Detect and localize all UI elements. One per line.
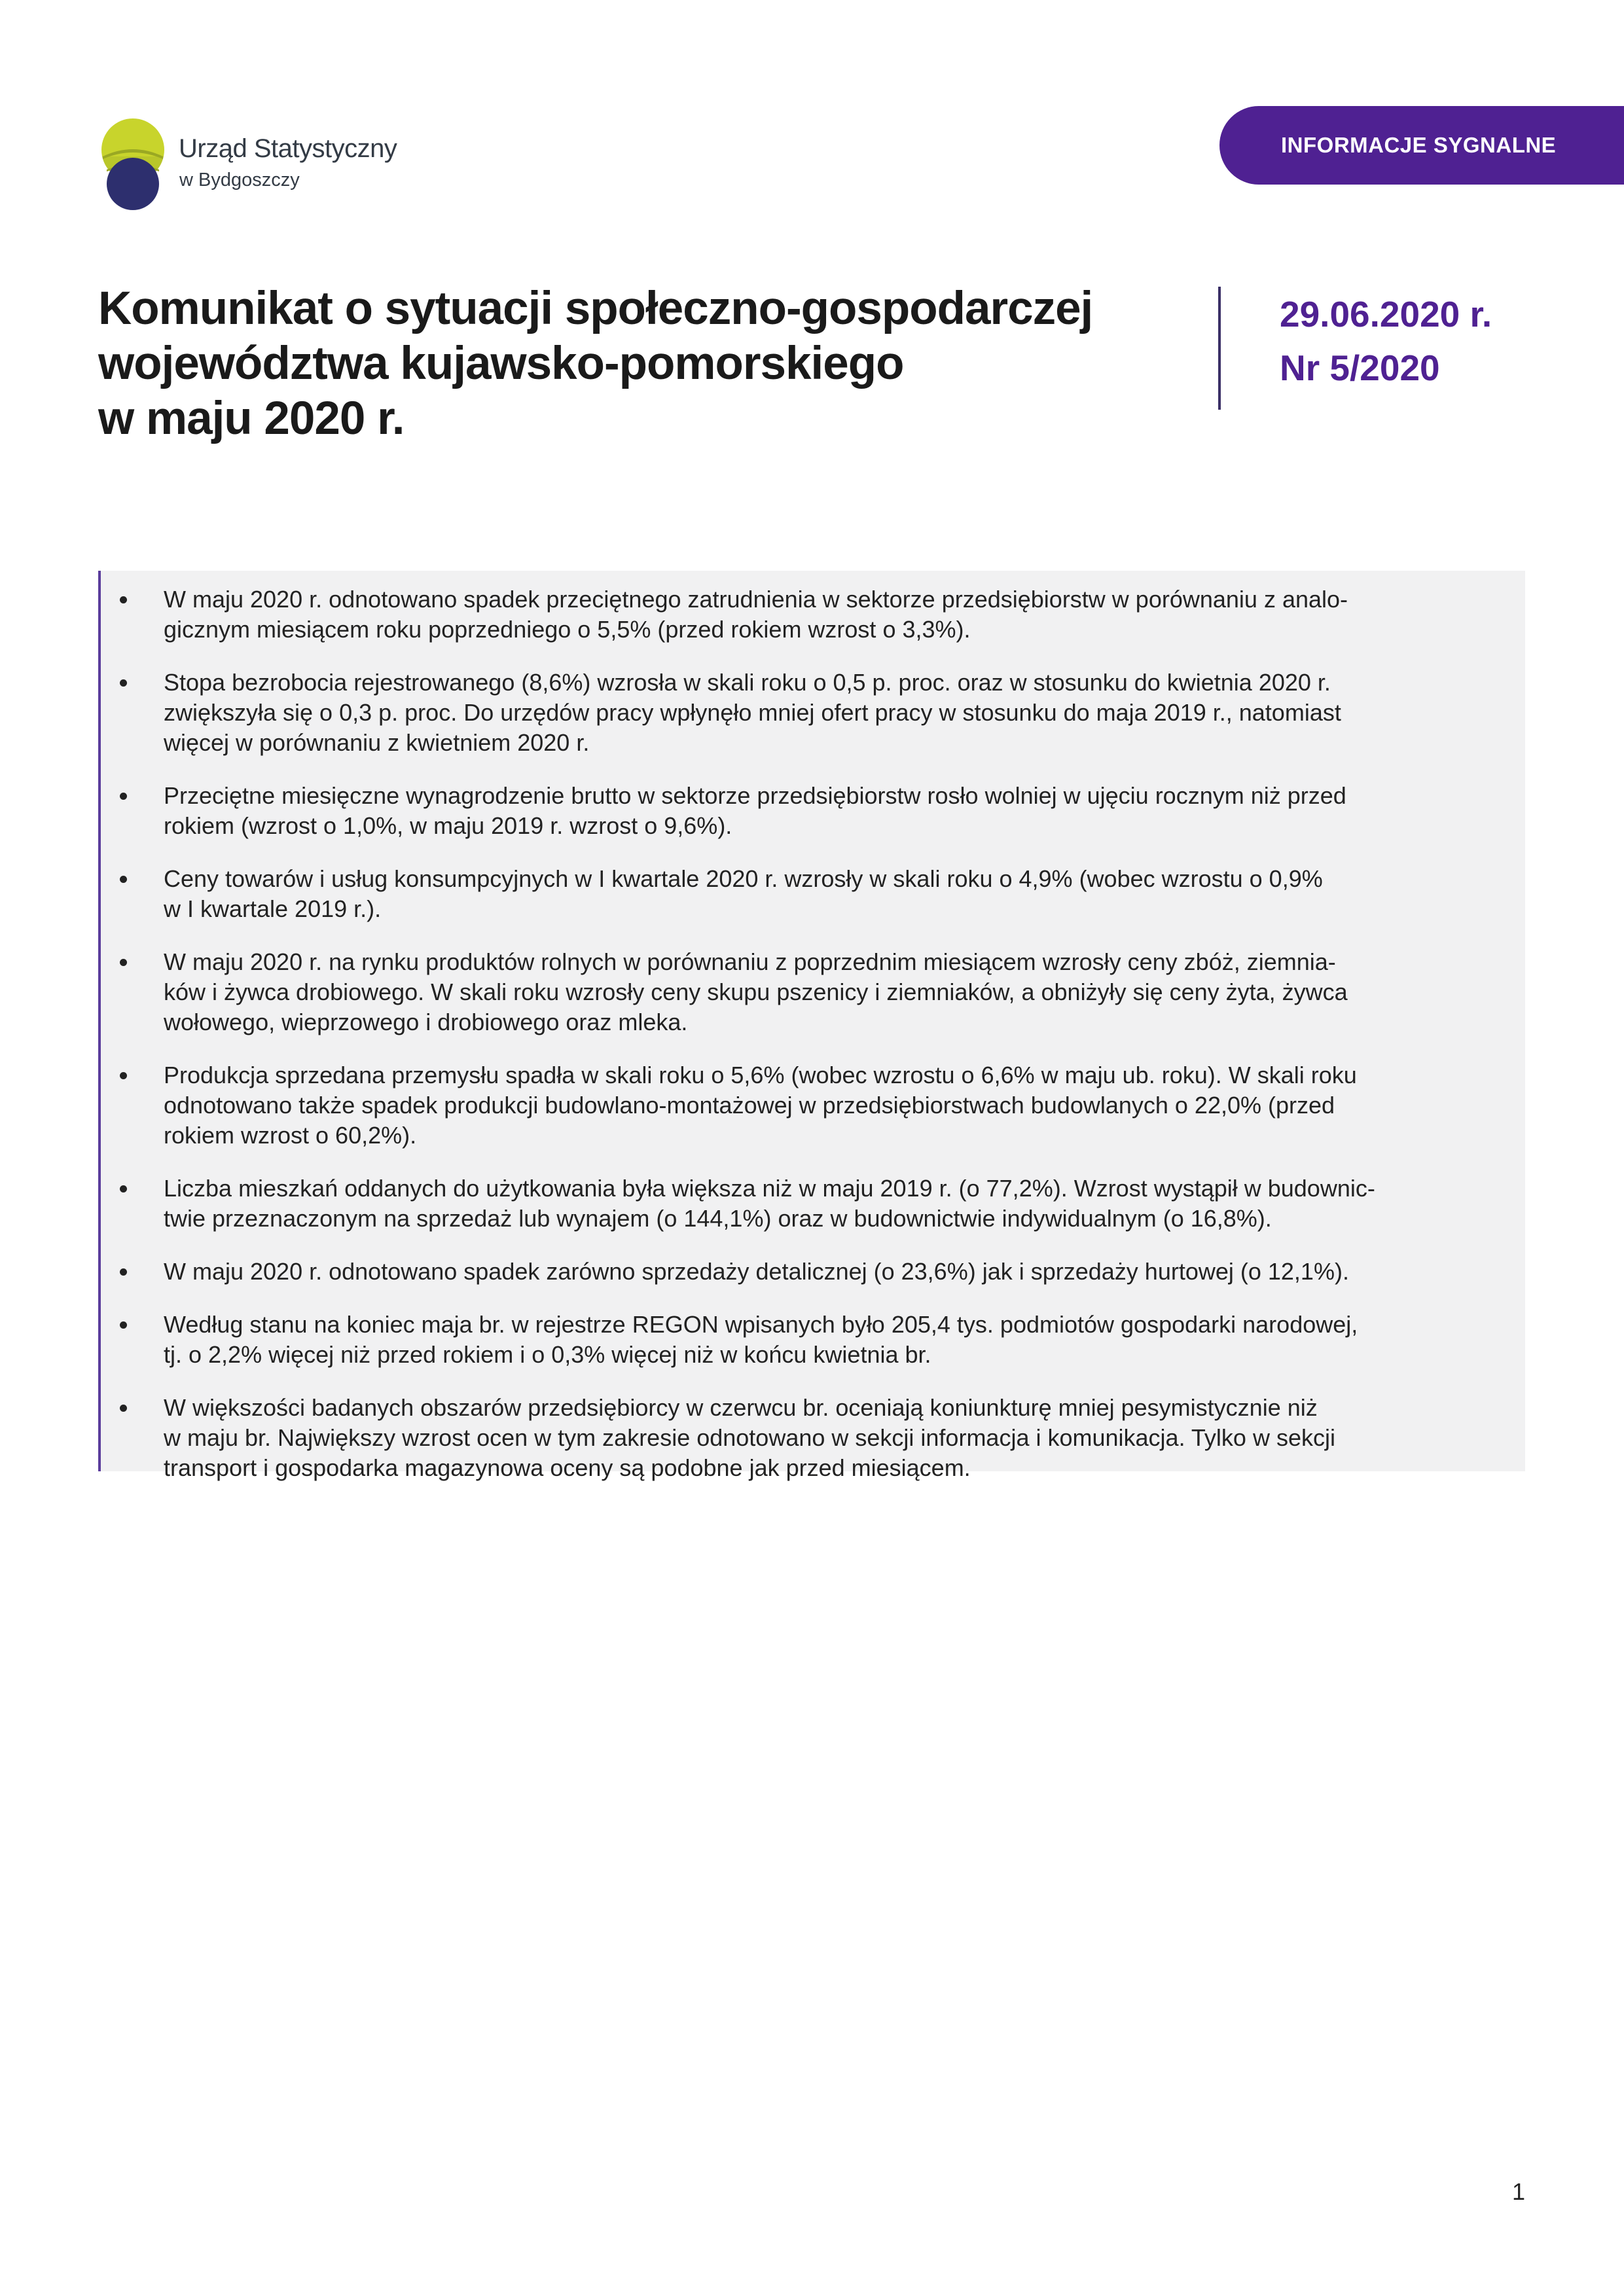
summary-item (164, 1257, 1512, 1287)
category-tag-label: INFORMACJE SYGNALNE (1281, 133, 1557, 157)
summary-item-line: gicznym miesiącem roku poprzedniego o 5,5% (przed rokiem wzrost o 3,3%). (164, 616, 971, 643)
document-title (98, 281, 1146, 446)
summary-item-line: W większości badanych obszarów przedsiębiorcy w czerwcu br. oceniają koniunkturę mniej pesymistycznie niż (164, 1394, 1318, 1421)
title-line: Komunikat o sytuacji społeczno-gospodarczej (98, 283, 1093, 334)
summary-item-line: Stopa bezrobocia rejestrowanego (8,6%) wzrosła w skali roku o 0,5 p. proc. oraz w stosunku do kwietnia 2020 r. (164, 669, 1331, 696)
summary-item-line: Przeciętne miesięczne wynagrodzenie brutto w sektorze przedsiębiorstw rosło wolniej w ujęciu rocznym niż przed (164, 782, 1346, 809)
summary-item-line: W maju 2020 r. odnotowano spadek przeciętnego zatrudnienia w sektorze przedsiębiorstw w porównaniu z analo- (164, 586, 1348, 613)
summary-item-line: ków i żywca drobiowego. W skali roku wzrosły ceny skupu pszenicy i ziemniaków, a obniżyły się ceny żyta, żywca (164, 978, 1348, 1005)
summary-list (164, 584, 1512, 1506)
summary-item-line: tj. o 2,2% więcej niż przed rokiem i o 0,3% więcej niż w końcu kwietnia br. (164, 1341, 931, 1368)
summary-item (164, 1393, 1512, 1483)
logo-emblem-icon (100, 116, 168, 213)
issue-number: Nr 5/2020 (1280, 348, 1440, 388)
summary-item-line: zwiększyła się o 0,3 p. proc. Do urzędów pracy wpłynęło mniej ofert pracy w stosunku do maja 2019 r., natomiast (164, 699, 1341, 726)
summary-item-line: odnotowano także spadek produkcji budowlano-montażowej w przedsiębiorstwach budowlanych o 22,0% (przed (164, 1092, 1335, 1119)
summary-item (164, 864, 1512, 924)
summary-item-line: Produkcja sprzedana przemysłu spadła w skali roku o 5,6% (wobec wzrostu o 6,6% w maju ub. roku). W skali roku (164, 1062, 1357, 1088)
summary-item-line: rokiem wzrost o 60,2%). (164, 1122, 417, 1149)
summary-item (164, 1060, 1512, 1151)
summary-item-line: rokiem (wzrost o 1,0%, w maju 2019 r. wzrost o 9,6%). (164, 812, 732, 839)
summary-item-line: więcej w porównaniu z kwietniem 2020 r. (164, 729, 590, 756)
summary-item (164, 584, 1512, 645)
title-line: województwa kujawsko-pomorskiego (98, 338, 904, 389)
summary-item (164, 781, 1512, 841)
summary-item-line: transport i gospodarka magazynowa oceny są podobne jak przed miesiącem. (164, 1454, 971, 1481)
summary-item-line: Według stanu na koniec maja br. w rejestrze REGON wpisanych było 205,4 tys. podmiotów gospodarki narodowej, (164, 1311, 1358, 1338)
logo-subtitle: w Bydgoszczy (179, 170, 300, 190)
category-tag (1219, 106, 1624, 185)
summary-item-line: Ceny towarów i usług konsumpcyjnych w I kwartale 2020 r. wzrosły w skali roku o 4,9% (wobec wzrostu o 0,9% (164, 865, 1323, 892)
summary-item (164, 1310, 1512, 1370)
page-number: 1 (1512, 2178, 1526, 2205)
summary-item-line: W maju 2020 r. odnotowano spadek zarówno sprzedaży detalicznej (o 23,6%) jak i sprzedaży hurtowej (o 12,1%). (164, 1258, 1349, 1285)
logo-name: Urząd Statystyczny (179, 134, 397, 163)
title-line: w maju 2020 r. (98, 393, 405, 444)
summary-item-line: wołowego, wieprzowego i drobiowego oraz mleka. (164, 1009, 688, 1035)
summary-item (164, 947, 1512, 1037)
summary-item-line: w I kwartale 2019 r.). (164, 895, 382, 922)
publication-date: 29.06.2020 r. (1280, 294, 1492, 334)
summary-box (98, 571, 1525, 1481)
summary-item-line: Liczba mieszkań oddanych do użytkowania była większa niż w maju 2019 r. (o 77,2%). Wzrost wystąpił w budownic- (164, 1175, 1375, 1202)
summary-item-line: twie przeznaczonym na sprzedaż lub wynajem (o 144,1%) oraz w budownictwie indywidualnym (o 16,8%). (164, 1205, 1272, 1232)
summary-item-line: W maju 2020 r. na rynku produktów rolnych w porównaniu z poprzednim miesiącem wzrosły ceny zbóż, ziemnia- (164, 948, 1336, 975)
logo (100, 116, 414, 214)
summary-item (164, 668, 1512, 758)
summary-item-line: w maju br. Największy wzrost ocen w tym zakresie odnotowano w sekcji informacja i komunikacja. Tylko w sekcji (164, 1424, 1335, 1451)
meta-divider (1218, 287, 1221, 410)
summary-item (164, 1174, 1512, 1234)
